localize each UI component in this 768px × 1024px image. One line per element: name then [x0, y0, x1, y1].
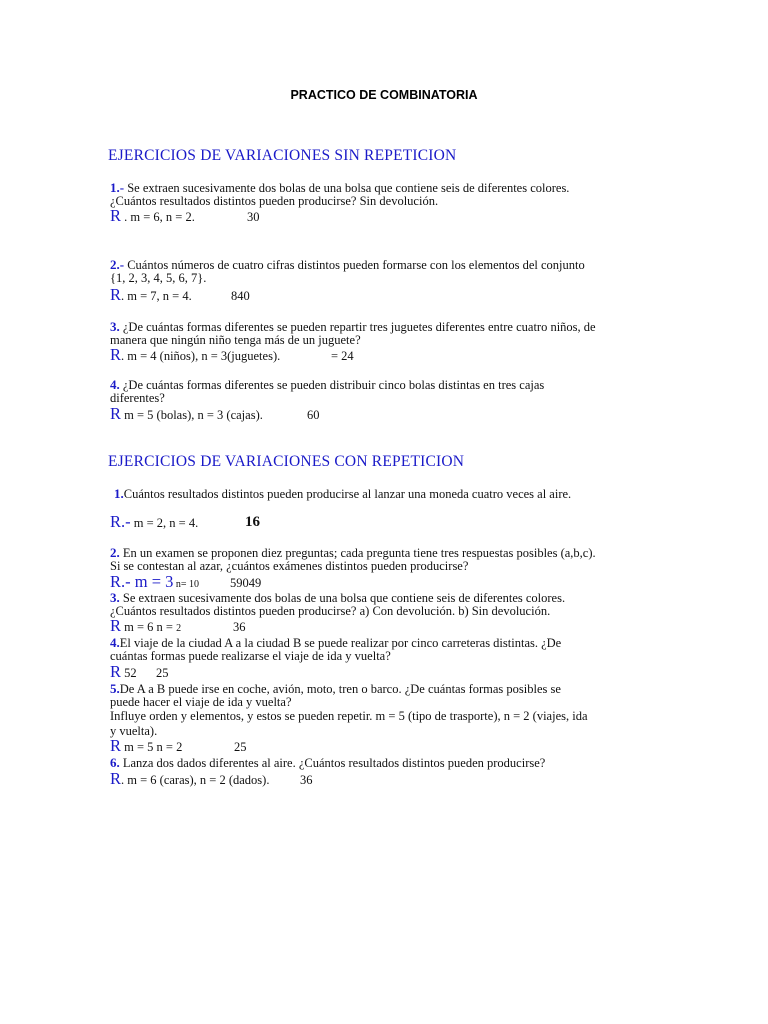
exercise-text: Cuántos números de cuatro cifras distintos pueden formarse con los elementos del conjunto — [124, 258, 585, 272]
answer-letter: R — [110, 616, 122, 635]
exercise-6-answer — [110, 771, 269, 788]
exercise-text: ¿De cuántas formas diferentes se pueden distribuir cinco bolas distintas en tres cajas — [119, 378, 545, 392]
answer-letter: R — [110, 404, 122, 423]
exercise-4-line-1 — [110, 377, 544, 393]
exercise-4-line-2: cuántas formas puede realizarse el viaje de ida y vuelta? — [110, 649, 391, 663]
answer-n-value: 2 — [176, 623, 182, 634]
answer-text: . m = 6, n = 2. — [121, 210, 195, 224]
answer-letter: R — [110, 662, 122, 681]
exercise-text: Se extraen sucesivamente dos bolas de una bolsa que contiene seis de diferentes colores. — [124, 181, 570, 195]
answer-letter: R — [110, 285, 122, 304]
exercise-3-answer — [110, 347, 280, 364]
exercise-number: 1. — [114, 486, 124, 501]
exercise-text: Se extraen sucesivamente dos bolas de una bolsa que contiene seis de diferentes colores. — [119, 591, 566, 605]
exercise-text: ¿De cuántas formas diferentes se pueden repartir tres juguetes diferentes entre cuatro niños, de — [119, 320, 596, 334]
exercise-1-result: 30 — [247, 210, 260, 224]
exercise-3-answer — [110, 618, 181, 636]
exercise-4-result: 25 — [156, 666, 169, 680]
exercise-1-line-2: ¿Cuántos resultados distintos pueden producirse? Sin devolución. — [110, 194, 439, 208]
exercise-3-result: 36 — [233, 620, 246, 634]
exercise-5-line-3: Influye orden y elementos, y estos se pueden repetir. m = 5 (tipo de trasporte), n = 2 (viajes, ida — [110, 709, 588, 723]
exercise-2-answer — [110, 287, 192, 304]
exercise-4-line-2: diferentes? — [110, 391, 165, 405]
exercise-1-line-1 — [114, 486, 571, 502]
answer-text: m = 5 (bolas), n = 3 (cajas). — [121, 408, 263, 422]
exercise-3-result: = 24 — [331, 349, 354, 363]
exercise-text: De A a B puede irse en coche, avión, moto, tren o barco. ¿De cuántas formas posibles se — [119, 682, 561, 696]
answer-text: . m = 4 (niños), n = 3(juguetes). — [121, 349, 281, 363]
section-heading-con-repeticion: EJERCICIOS DE VARIACIONES CON REPETICION — [108, 453, 465, 470]
answer-m-value: 3 — [165, 572, 174, 591]
exercise-1-answer — [110, 514, 198, 531]
exercise-text: En un examen se proponen diez preguntas; cada pregunta tiene tres respuestas posibles (a,b,c). — [119, 546, 596, 560]
exercise-text: El viaje de la ciudad A a la ciudad B se puede realizar por cinco carreteras distintas. ¿De — [119, 636, 562, 650]
exercise-4-result: 60 — [307, 408, 320, 422]
exercise-2-line-2: {1, 2, 3, 4, 5, 6, 7}. — [110, 271, 207, 285]
exercise-number: 2. — [110, 545, 120, 560]
exercise-number: 4. — [110, 635, 120, 650]
exercise-5-result: 25 — [234, 740, 247, 754]
answer-letter: R — [110, 206, 122, 225]
exercise-number: 3. — [110, 319, 120, 334]
answer-text: . m = 6 (caras), n = 2 (dados). — [121, 773, 270, 787]
answer-text: m = 5 n = 2 — [121, 740, 183, 754]
exercise-4-answer — [110, 664, 137, 681]
exercise-5-answer — [110, 738, 182, 755]
answer-letter: R — [110, 769, 122, 788]
exercise-4-answer — [110, 406, 263, 423]
exercise-1-answer — [110, 208, 195, 225]
answer-n-value: n= 10 — [173, 579, 200, 590]
exercise-number: 6. — [110, 755, 120, 770]
exercise-5-line-4: y vuelta). — [110, 724, 158, 738]
answer-letter: R.- — [110, 512, 131, 531]
answer-text: 52 — [121, 666, 137, 680]
exercise-text: Cuántos resultados distintos pueden producirse al lanzar una moneda cuatro veces al aire. — [123, 487, 572, 501]
exercise-text: Lanza dos dados diferentes al aire. ¿Cuántos resultados distintos pueden producirse? — [119, 756, 546, 770]
exercise-3-line-2: manera que ningún niño tenga más de un juguete? — [110, 333, 361, 347]
exercise-number: 4. — [110, 377, 120, 392]
document-title: PRACTICO DE COMBINATORIA — [290, 88, 478, 102]
exercise-6-result: 36 — [300, 773, 313, 787]
exercise-number: 2.- — [110, 257, 125, 272]
answer-text: m = 2, n = 4. — [130, 516, 199, 530]
answer-letter: R — [110, 345, 122, 364]
exercise-number: 1.- — [110, 180, 125, 195]
answer-text: m = 6 n = — [121, 620, 177, 634]
exercise-number: 3. — [110, 590, 120, 605]
exercise-2-line-2: Si se contestan al azar, ¿cuántos exámenes distintos pueden producirse? — [110, 559, 469, 573]
section-heading-sin-repeticion: EJERCICIOS DE VARIACIONES SIN REPETICION — [108, 147, 457, 164]
exercise-2-result: 59049 — [230, 576, 262, 590]
exercise-number: 5. — [110, 681, 120, 696]
exercise-1-result: 16 — [245, 514, 260, 530]
exercise-5-line-2: puede hacer el viaje de ida y vuelta? — [110, 695, 292, 709]
answer-text: . m = 7, n = 4. — [121, 289, 192, 303]
answer-letter: R — [110, 736, 122, 755]
exercise-3-line-2: ¿Cuántos resultados distintos pueden producirse? a) Con devolución. b) Sin devolución. — [110, 604, 551, 618]
answer-letter: R.- m = — [110, 572, 166, 591]
exercise-6-line-1 — [110, 755, 545, 771]
exercise-2-result: 840 — [231, 289, 250, 303]
